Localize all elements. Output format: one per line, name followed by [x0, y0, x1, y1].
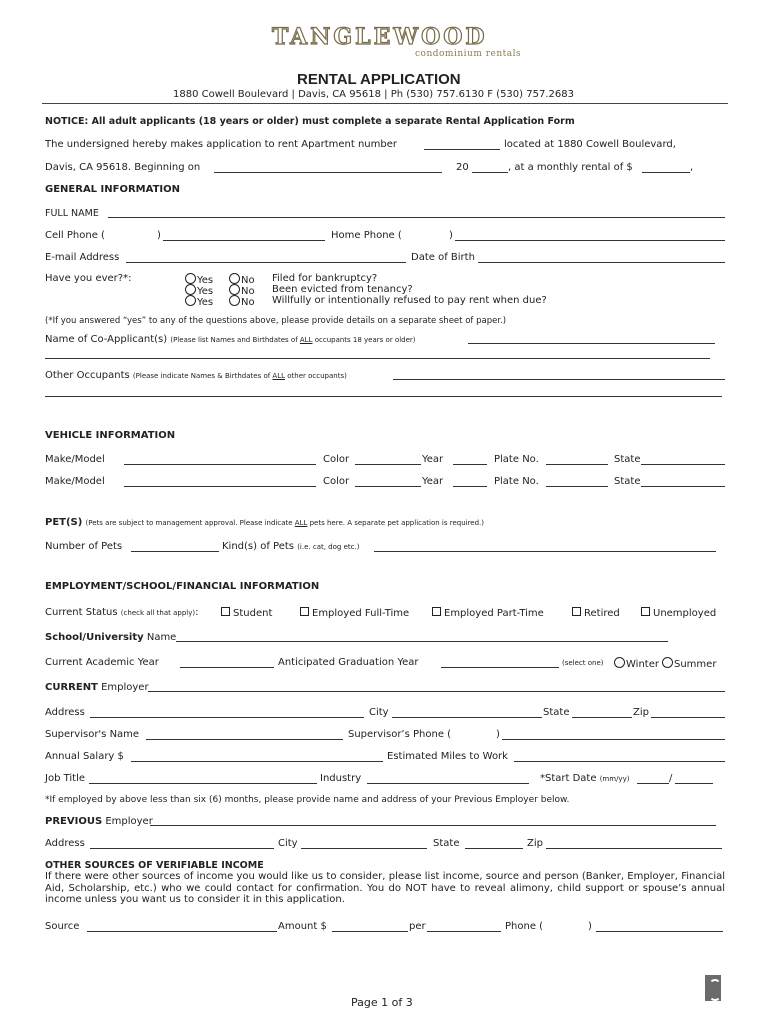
- status-fulltime-option[interactable]: Employed Full-Time: [300, 607, 409, 619]
- q3-text: Willfully or intentionally refused to pay rent when due?: [272, 295, 547, 306]
- dob-label: Date of Birth: [411, 252, 475, 263]
- beginning-year-field[interactable]: [472, 172, 508, 173]
- income-amount-field[interactable]: [332, 931, 408, 932]
- vehicle1-color-label: Color: [323, 454, 350, 465]
- q2-no-option[interactable]: No: [229, 284, 255, 297]
- employer-city-field[interactable]: [392, 717, 542, 718]
- vehicle1-plate-field[interactable]: [546, 464, 608, 465]
- radio-icon[interactable]: [614, 657, 625, 668]
- previous-employer-label: PREVIOUS Employer: [45, 816, 153, 827]
- logo-subtitle: condominium rentals: [415, 49, 522, 59]
- vehicle1-state-field[interactable]: [641, 464, 725, 465]
- home-phone-close: ): [449, 230, 453, 241]
- number-of-pets-label: Number of Pets: [45, 541, 123, 552]
- coapplicant-label: Name of Co-Applicant(s) (Please list Names and Birthdates of ALL occupants 18 years or older): [45, 334, 416, 345]
- start-month-field[interactable]: [637, 783, 669, 784]
- school-field[interactable]: [176, 641, 668, 642]
- prev-zip-field[interactable]: [546, 848, 722, 849]
- industry-field[interactable]: [367, 783, 529, 784]
- graduation-year-label: Anticipated Graduation Year: [278, 657, 419, 668]
- supervisor-phone-label: Supervisor’s Phone (: [348, 729, 452, 740]
- checkbox-icon[interactable]: [432, 607, 441, 616]
- notice-text: NOTICE: All adult applicants (18 years or older) must complete a separate Rental Application Form: [45, 116, 575, 127]
- graduation-summer-option[interactable]: Summer: [662, 657, 716, 670]
- checkbox-icon[interactable]: [221, 607, 230, 616]
- annual-salary-label: Annual Salary $: [45, 751, 124, 762]
- radio-icon[interactable]: [185, 273, 196, 284]
- job-title-label: Job Title: [45, 773, 86, 784]
- email-label: E-mail Address: [45, 252, 120, 263]
- intro-text-3: Davis, CA 95618. Beginning on: [45, 162, 201, 173]
- status-student-option[interactable]: Student: [221, 607, 272, 619]
- corner-logo-icon: [705, 975, 721, 1001]
- supervisor-phone-field[interactable]: [502, 739, 725, 740]
- general-heading: GENERAL INFORMATION: [45, 184, 180, 195]
- page-title: RENTAL APPLICATION: [297, 71, 461, 88]
- vehicle2-plate-label: Plate No.: [494, 476, 539, 487]
- supervisor-name-field[interactable]: [146, 739, 343, 740]
- radio-icon[interactable]: [229, 284, 240, 295]
- miles-to-work-field[interactable]: [514, 761, 725, 762]
- have-you-ever-label: Have you ever?*:: [45, 273, 132, 284]
- employer-city-label: City: [369, 707, 389, 718]
- radio-icon[interactable]: [185, 295, 196, 306]
- intro-comma: ,: [690, 162, 694, 173]
- prev-state-field[interactable]: [465, 848, 523, 849]
- prev-address-label: Address: [45, 838, 85, 849]
- employer-zip-field[interactable]: [651, 717, 725, 718]
- kind-of-pets-field[interactable]: [374, 551, 716, 552]
- other-occupants-note: (Please indicate Names & Birthdates of ALL other occupants): [132, 372, 347, 380]
- vehicle1-make-label: Make/Model: [45, 454, 105, 465]
- q1-yes-option[interactable]: Yes: [185, 273, 213, 286]
- full-name-label: FULL NAME: [45, 208, 99, 219]
- school-label: School/University Name: [45, 632, 177, 643]
- income-source-field[interactable]: [87, 931, 277, 932]
- radio-icon[interactable]: [662, 657, 673, 668]
- checkbox-icon[interactable]: [641, 607, 650, 616]
- q3-yes-option[interactable]: Yes: [185, 295, 213, 308]
- prev-state-label: State: [433, 838, 460, 849]
- income-phone-field[interactable]: [596, 931, 723, 932]
- income-amount-label: Amount $: [278, 921, 327, 932]
- vehicle-heading: VEHICLE INFORMATION: [45, 430, 176, 441]
- employer-state-label: State: [543, 707, 570, 718]
- page-number: Page 1 of 3: [351, 996, 413, 1009]
- email-field[interactable]: [126, 262, 406, 263]
- job-title-field[interactable]: [89, 783, 317, 784]
- annual-salary-field[interactable]: [131, 761, 383, 762]
- vehicle1-make-field[interactable]: [124, 464, 316, 465]
- intro-year-label: 20: [456, 162, 469, 173]
- employer-address-label: Address: [45, 707, 85, 718]
- number-of-pets-field[interactable]: [131, 551, 219, 552]
- status-unemployed-option[interactable]: Unemployed: [641, 607, 716, 619]
- q3-no-option[interactable]: No: [229, 295, 255, 308]
- monthly-rent-field[interactable]: [642, 172, 690, 173]
- graduation-year-field[interactable]: [441, 667, 559, 668]
- dob-field[interactable]: [478, 262, 725, 263]
- academic-year-label: Current Academic Year: [45, 657, 159, 668]
- radio-icon[interactable]: [229, 295, 240, 306]
- checkbox-icon[interactable]: [572, 607, 581, 616]
- prev-zip-label: Zip: [527, 838, 543, 849]
- vehicle1-plate-label: Plate No.: [494, 454, 539, 465]
- other-occupants-field-2[interactable]: [45, 396, 722, 397]
- current-employer-label: CURRENT Employer: [45, 682, 149, 693]
- q1-text: Filed for bankruptcy?: [272, 273, 378, 284]
- home-phone-label: Home Phone (: [331, 230, 402, 241]
- cell-phone-label: Cell Phone (: [45, 230, 105, 241]
- income-per-field[interactable]: [427, 931, 501, 932]
- q2-text: Been evicted from tenancy?: [272, 284, 413, 295]
- pets-heading: PET(S) (Pets are subject to management approval. Please indicate ALL pets here. A separate pet application is required.): [45, 517, 485, 528]
- status-parttime-option[interactable]: Employed Part-Time: [432, 607, 544, 619]
- vehicle1-color-field[interactable]: [355, 464, 421, 465]
- q1-no-option[interactable]: No: [229, 273, 255, 286]
- intro-text-2: located at 1880 Cowell Boulevard,: [504, 139, 676, 150]
- income-per-label: per: [409, 921, 426, 932]
- logo-wordmark: TANGLEWOOD: [272, 24, 488, 50]
- supervisor-phone-close: ): [496, 729, 500, 740]
- employer-state-field[interactable]: [572, 717, 632, 718]
- vehicle1-year-field[interactable]: [453, 464, 487, 465]
- employer-address-field[interactable]: [90, 717, 364, 718]
- pets-note: (Pets are subject to management approval. Please indicate ALL pets here. A separate pet application is required.): [85, 519, 485, 527]
- beginning-date-field[interactable]: [214, 172, 442, 173]
- cell-phone-field[interactable]: [163, 240, 325, 241]
- vehicle1-year-label: Year: [422, 454, 444, 465]
- previous-employer-field[interactable]: [150, 825, 716, 826]
- income-heading: OTHER SOURCES OF VERIFIABLE INCOME: [45, 860, 264, 871]
- vehicle1-state-label: State: [614, 454, 641, 465]
- other-occupants-label: Other Occupants (Please indicate Names & Birthdates of ALL other occupants): [45, 370, 347, 381]
- current-status-label: Current Status (check all that apply):: [45, 607, 199, 618]
- graduation-winter-option[interactable]: Winter: [614, 657, 659, 670]
- income-paragraph: If there were other sources of income you would like us to consider, please list income, source and person (Banker, Employer, Financial Aid, Scholarship, etc.) who we could contact for confirmation. You do NOT have to reveal alimony, child support or spouse’s annual income unless you want us to consider it in this application.: [45, 871, 725, 905]
- employment-heading: EMPLOYMENT/SCHOOL/FINANCIAL INFORMATION: [45, 581, 320, 592]
- yes-note: (*If you answered “yes” to any of the questions above, please provide details on a separate sheet of paper.): [45, 316, 507, 326]
- header-rule: [42, 103, 728, 104]
- radio-icon[interactable]: [229, 273, 240, 284]
- vehicle2-year-label: Year: [422, 476, 444, 487]
- vehicle2-plate-field[interactable]: [546, 486, 608, 487]
- vehicle2-make-label: Make/Model: [45, 476, 105, 487]
- income-source-label: Source: [45, 921, 80, 932]
- start-date-slash: /: [669, 773, 673, 784]
- intro-text-1: The undersigned hereby makes application to rent Apartment number: [45, 139, 397, 150]
- industry-label: Industry: [320, 773, 362, 784]
- checkbox-icon[interactable]: [300, 607, 309, 616]
- full-name-field[interactable]: [108, 217, 725, 218]
- academic-year-field[interactable]: [180, 667, 274, 668]
- six-months-note: *If employed by above less than six (6) months, please provide name and address of your Previous Employer below.: [45, 795, 570, 805]
- apartment-number-field[interactable]: [424, 149, 500, 150]
- vehicle2-make-field[interactable]: [124, 486, 316, 487]
- header-address: 1880 Cowell Boulevard | Davis, CA 95618 | Ph (530) 757.6130 F (530) 757.2683: [173, 89, 574, 100]
- intro-rent-label: , at a monthly rental of $: [508, 162, 633, 173]
- prev-address-field[interactable]: [90, 848, 274, 849]
- kind-of-pets-label: Kind(s) of Pets (i.e. cat, dog etc.): [222, 541, 360, 552]
- supervisor-name-label: Supervisor's Name: [45, 729, 140, 740]
- vehicle2-state-field[interactable]: [641, 486, 725, 487]
- miles-to-work-label: Estimated Miles to Work: [387, 751, 508, 762]
- employer-zip-label: Zip: [633, 707, 649, 718]
- coapplicant-field[interactable]: [468, 343, 715, 344]
- status-retired-option[interactable]: Retired: [572, 607, 620, 619]
- income-phone-label: Phone (: [505, 921, 544, 932]
- coapplicant-field-2[interactable]: [45, 358, 710, 359]
- start-date-label: *Start Date (mm/yy): [540, 773, 630, 784]
- income-phone-close: ): [588, 921, 592, 932]
- vehicle2-year-field[interactable]: [453, 486, 487, 487]
- prev-city-field[interactable]: [301, 848, 427, 849]
- cell-phone-close: ): [157, 230, 161, 241]
- radio-icon[interactable]: [185, 284, 196, 295]
- coapplicant-note: (Please list Names and Birthdates of ALL occupants 18 years or older): [170, 336, 416, 344]
- vehicle2-color-label: Color: [323, 476, 350, 487]
- vehicle2-state-label: State: [614, 476, 641, 487]
- q2-yes-option[interactable]: Yes: [185, 284, 213, 297]
- current-employer-field[interactable]: [148, 691, 725, 692]
- other-occupants-field[interactable]: [393, 379, 725, 380]
- home-phone-field[interactable]: [455, 240, 725, 241]
- start-year-field[interactable]: [675, 783, 713, 784]
- vehicle2-color-field[interactable]: [355, 486, 421, 487]
- select-one-note: (select one): [562, 659, 604, 667]
- prev-city-label: City: [278, 838, 298, 849]
